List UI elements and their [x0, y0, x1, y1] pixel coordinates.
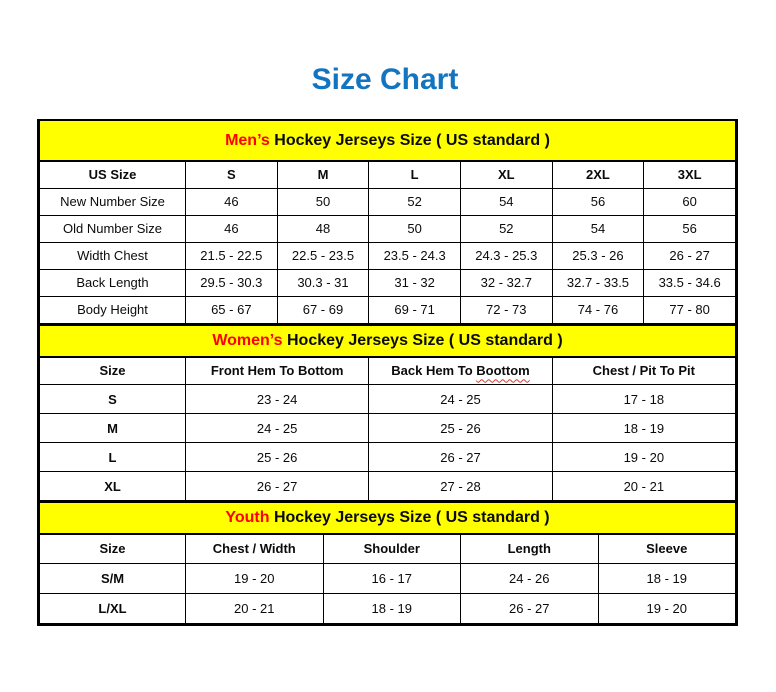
youth-section-title-rest: Hockey Jerseys Size ( US standard )	[269, 509, 550, 526]
column-header: Size	[40, 357, 186, 385]
value-cell: 69 - 71	[369, 296, 461, 323]
table-row	[40, 593, 736, 623]
value-cell: 32 - 32.7	[460, 269, 552, 296]
value-cell: 26 - 27	[644, 242, 736, 269]
column-header: Sleeve	[598, 534, 736, 563]
youth-section-title-accent: Youth	[225, 509, 270, 526]
table-row	[40, 563, 736, 593]
value-cell: 29.5 - 30.3	[186, 269, 278, 296]
value-cell: 52	[369, 188, 461, 215]
value-cell: 56	[644, 215, 736, 242]
mens-section-title	[40, 121, 736, 161]
mens-section-title-rest: Hockey Jerseys Size ( US standard )	[269, 131, 550, 149]
row-label: Back Length	[40, 269, 186, 296]
value-cell: 25.3 - 26	[552, 242, 644, 269]
value-cell: 72 - 73	[460, 296, 552, 323]
womens-section-title-accent: Women’s	[212, 331, 283, 349]
value-cell: 33.5 - 34.6	[644, 269, 736, 296]
value-cell: 46	[186, 215, 278, 242]
value-cell: 16 - 17	[323, 563, 461, 593]
table-row	[40, 472, 736, 501]
value-cell: 24 - 25	[369, 385, 552, 414]
value-cell: 20 - 21	[186, 593, 324, 623]
value-cell: 18 - 19	[598, 563, 736, 593]
column-header: Front Hem To Bottom	[186, 357, 369, 385]
row-label: Body Height	[40, 296, 186, 323]
row-label: S/M	[40, 563, 186, 593]
value-cell: 20 - 21	[552, 472, 735, 501]
value-cell: 52	[460, 215, 552, 242]
page-title: Size Chart	[311, 63, 459, 96]
table-row	[40, 215, 736, 242]
table-row	[40, 188, 736, 215]
value-cell: 54	[460, 188, 552, 215]
column-header: Chest / Pit To Pit	[552, 357, 735, 385]
value-cell: 74 - 76	[552, 296, 644, 323]
value-cell: 24 - 26	[461, 563, 599, 593]
mens-section-title-accent: Men’s	[225, 131, 270, 149]
value-cell: 18 - 19	[552, 414, 735, 443]
column-header: XL	[460, 161, 552, 188]
value-cell: 54	[552, 215, 644, 242]
value-cell: 46	[186, 188, 278, 215]
youth-section-header-row	[40, 502, 736, 534]
value-cell: 26 - 27	[186, 472, 369, 501]
value-cell: 27 - 28	[369, 472, 552, 501]
column-header: Length	[461, 534, 599, 563]
value-cell: 67 - 69	[277, 296, 369, 323]
column-header: US Size	[40, 161, 186, 188]
mens-column-header-row	[40, 161, 736, 188]
value-cell: 17 - 18	[552, 385, 735, 414]
value-cell: 23.5 - 24.3	[369, 242, 461, 269]
youth-section-title	[40, 502, 736, 534]
row-label: New Number Size	[40, 188, 186, 215]
column-header: 2XL	[552, 161, 644, 188]
youth-size-table	[39, 501, 736, 624]
size-chart-tables	[37, 119, 738, 626]
table-row	[40, 385, 736, 414]
row-label: Old Number Size	[40, 215, 186, 242]
table-row	[40, 269, 736, 296]
value-cell: 25 - 26	[369, 414, 552, 443]
table-row	[40, 443, 736, 472]
value-cell: 18 - 19	[323, 593, 461, 623]
table-row	[40, 242, 736, 269]
table-row	[40, 296, 736, 323]
column-header: Chest / Width	[186, 534, 324, 563]
value-cell: 65 - 67	[186, 296, 278, 323]
column-header-misspelled	[369, 357, 552, 385]
womens-size-table	[39, 324, 736, 502]
value-cell: 21.5 - 22.5	[186, 242, 278, 269]
mens-section-header-row	[40, 121, 736, 161]
spellcheck-squiggle-word: Boottom	[476, 363, 530, 379]
column-header: S	[186, 161, 278, 188]
table-row	[40, 414, 736, 443]
womens-section-header-row	[40, 325, 736, 357]
value-cell: 77 - 80	[644, 296, 736, 323]
column-header-text: Back Hem To	[391, 363, 473, 379]
column-header: M	[277, 161, 369, 188]
value-cell: 56	[552, 188, 644, 215]
value-cell: 60	[644, 188, 736, 215]
column-header: 3XL	[644, 161, 736, 188]
value-cell: 19 - 20	[552, 443, 735, 472]
value-cell: 19 - 20	[186, 563, 324, 593]
value-cell: 26 - 27	[369, 443, 552, 472]
row-label: XL	[40, 472, 186, 501]
value-cell: 19 - 20	[598, 593, 736, 623]
value-cell: 30.3 - 31	[277, 269, 369, 296]
value-cell: 31 - 32	[369, 269, 461, 296]
value-cell: 26 - 27	[461, 593, 599, 623]
value-cell: 50	[369, 215, 461, 242]
womens-column-header-row	[40, 357, 736, 385]
value-cell: 50	[277, 188, 369, 215]
value-cell: 32.7 - 33.5	[552, 269, 644, 296]
row-label: L	[40, 443, 186, 472]
value-cell: 24.3 - 25.3	[460, 242, 552, 269]
row-label: M	[40, 414, 186, 443]
womens-section-title-rest: Hockey Jerseys Size ( US standard )	[282, 331, 563, 349]
value-cell: 25 - 26	[186, 443, 369, 472]
value-cell: 48	[277, 215, 369, 242]
womens-section-title	[40, 325, 736, 357]
value-cell: 22.5 - 23.5	[277, 242, 369, 269]
column-header: L	[369, 161, 461, 188]
value-cell: 23 - 24	[186, 385, 369, 414]
row-label: L/XL	[40, 593, 186, 623]
mens-size-table	[39, 121, 736, 324]
row-label: S	[40, 385, 186, 414]
column-header: Size	[40, 534, 186, 563]
column-header: Shoulder	[323, 534, 461, 563]
row-label: Width Chest	[40, 242, 186, 269]
youth-column-header-row	[40, 534, 736, 563]
value-cell: 24 - 25	[186, 414, 369, 443]
